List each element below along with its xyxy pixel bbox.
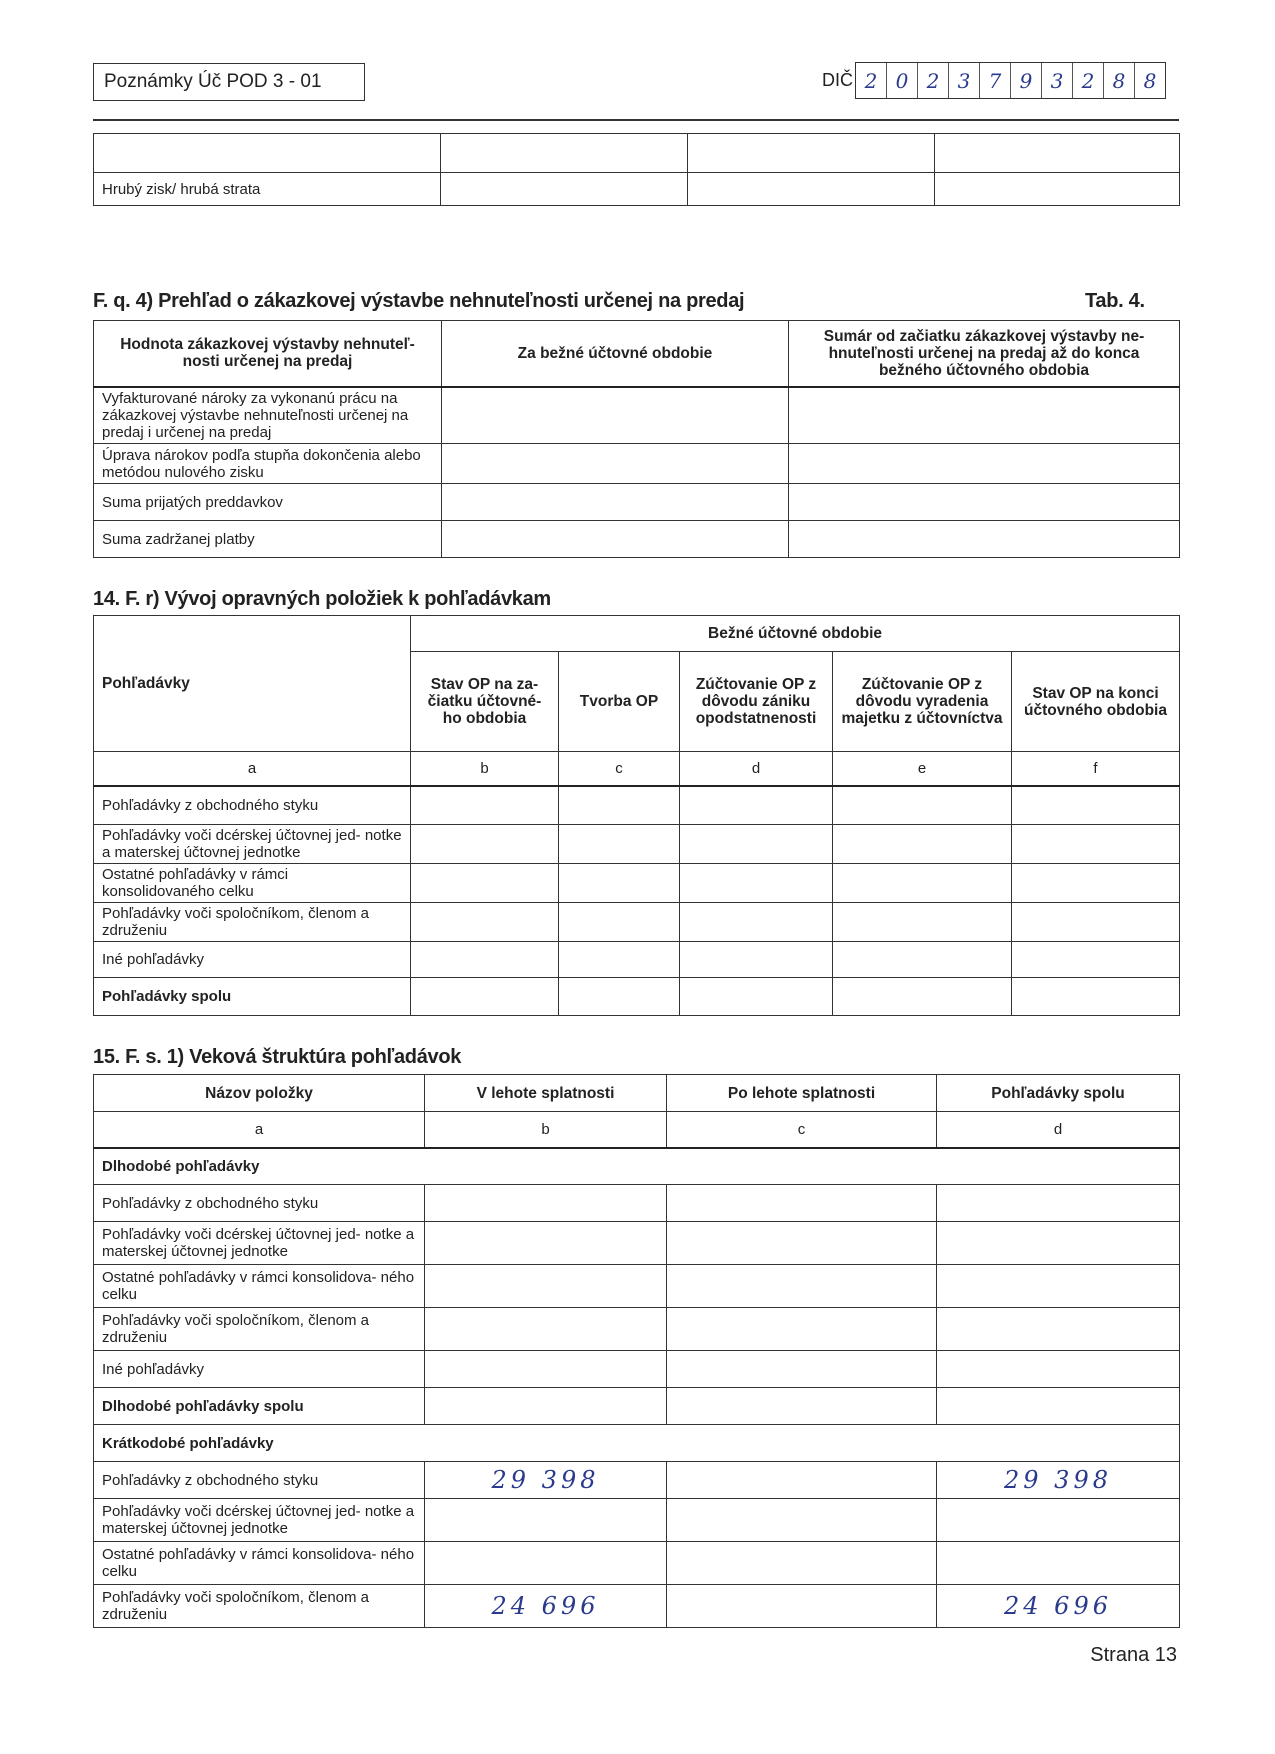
row-label: Iné pohľadávky: [94, 942, 411, 978]
column-header: Pohľadávky spolu: [937, 1075, 1180, 1112]
row-label: Pohľadávky voči spoločníkom, členom a združeniu: [94, 1308, 425, 1351]
cell[interactable]: [441, 173, 688, 206]
cell[interactable]: [559, 864, 680, 903]
cell[interactable]: [833, 786, 1012, 825]
value-cell[interactable]: [667, 1542, 937, 1585]
cell[interactable]: [425, 1308, 667, 1351]
row-label: Úprava nárokov podľa stupňa dokončenia alebo metódou nulového zisku: [94, 444, 442, 484]
column-letter: f: [1012, 752, 1180, 786]
cell[interactable]: [559, 903, 680, 942]
value-cell[interactable]: [425, 1542, 667, 1585]
row-label: Pohľadávky z obchodného styku: [94, 1185, 425, 1222]
column-header: V lehote splatnosti: [425, 1075, 667, 1112]
section-title-14fr: 14. F. r) Vývoj opravných položiek k pohľadávkam: [93, 588, 551, 610]
value-cell[interactable]: [937, 1542, 1180, 1585]
value-cell[interactable]: 24 696: [425, 1585, 667, 1628]
column-letter: d: [937, 1112, 1180, 1148]
cell[interactable]: [411, 864, 559, 903]
cell[interactable]: [680, 903, 833, 942]
cell[interactable]: [1012, 825, 1180, 864]
row-label: Pohľadávky voči dcérskej účtovnej jed- notke a materskej účtovnej jednotke: [94, 1222, 425, 1265]
row-label: Suma prijatých preddavkov: [94, 484, 442, 521]
cell[interactable]: [411, 825, 559, 864]
form-title-text: Poznámky Úč POD 3 - 01: [104, 71, 322, 92]
value-cell[interactable]: 24 696: [937, 1585, 1180, 1628]
value-cell[interactable]: 29 398: [937, 1462, 1180, 1499]
group-header: Bežné účtovné obdobie: [411, 616, 1180, 652]
cell[interactable]: [425, 1185, 667, 1222]
dic-digit[interactable]: 0: [887, 63, 918, 98]
row-label: Suma zadržanej platby: [94, 521, 442, 558]
tab-label: Tab. 4.: [1085, 290, 1145, 312]
cell[interactable]: [833, 825, 1012, 864]
cell[interactable]: [680, 942, 833, 978]
cell[interactable]: [1012, 942, 1180, 978]
fs1-table: [93, 1074, 1180, 1628]
cell[interactable]: [789, 444, 1180, 484]
row-label: Pohľadávky voči spoločníkom, členom a združeniu: [94, 1585, 425, 1628]
column-header: Stav OP na konci účtovného obdobia: [1012, 652, 1180, 752]
header-divider: [93, 119, 1179, 121]
row-label-total: Pohľadávky spolu: [94, 978, 411, 1016]
cell[interactable]: [833, 942, 1012, 978]
cell[interactable]: [1012, 864, 1180, 903]
fr-table: [93, 615, 1180, 1016]
row-label: Hrubý zisk/ hrubá strata: [94, 173, 441, 206]
value-cell[interactable]: [667, 1499, 937, 1542]
cell[interactable]: [680, 864, 833, 903]
column-letter: d: [680, 752, 833, 786]
section-title-15fs1: 15. F. s. 1) Veková štruktúra pohľadávok: [93, 1046, 462, 1068]
row-label: Pohľadávky voči dcérskej účtovnej jed- notke a materskej účtovnej jednotke: [94, 825, 411, 864]
dic-digit[interactable]: 2: [856, 63, 887, 98]
cell[interactable]: [425, 1265, 667, 1308]
dic-label: DIČ: [822, 70, 853, 90]
gross-profit-table: [93, 133, 1180, 206]
cell[interactable]: [937, 1265, 1180, 1308]
fq4-table: [93, 320, 1180, 558]
cell[interactable]: [411, 786, 559, 825]
value-cell[interactable]: [425, 1499, 667, 1542]
row-label-total: Dlhodobé pohľadávky spolu: [94, 1388, 425, 1425]
cell[interactable]: [667, 1222, 937, 1265]
cell[interactable]: [937, 1222, 1180, 1265]
cell[interactable]: [688, 134, 935, 173]
value-cell[interactable]: [667, 1585, 937, 1628]
cell[interactable]: [937, 1185, 1180, 1222]
dic-digit[interactable]: 2: [918, 63, 949, 98]
row-label: Pohľadávky z obchodného styku: [94, 786, 411, 825]
column-letter: e: [833, 752, 1012, 786]
column-header: Sumár od začiatku zákazkovej výstavby ne- hnuteľnosti určenej na predaj až do konca bežného účtovného obdobia: [789, 321, 1180, 387]
form-title: [93, 63, 365, 101]
column-letter: c: [559, 752, 680, 786]
cell[interactable]: [667, 1308, 937, 1351]
cell[interactable]: [1012, 786, 1180, 825]
cell[interactable]: [425, 1351, 667, 1388]
dic-digit[interactable]: 7: [980, 63, 1011, 98]
cell[interactable]: [833, 903, 1012, 942]
row-label: Pohľadávky z obchodného styku: [94, 1462, 425, 1499]
cell[interactable]: [667, 1265, 937, 1308]
cell[interactable]: [442, 484, 789, 521]
cell[interactable]: [935, 173, 1180, 206]
column-header: Po lehote splatnosti: [667, 1075, 937, 1112]
row-label: Ostatné pohľadávky v rámci konsolidovaného celku: [94, 864, 411, 903]
group-label: Dlhodobé pohľadávky: [94, 1148, 1180, 1185]
column-header: Za bežné účtovné obdobie: [442, 321, 789, 387]
cell[interactable]: [667, 1185, 937, 1222]
cell[interactable]: [441, 134, 688, 173]
value-cell[interactable]: 29 398: [425, 1462, 667, 1499]
cell[interactable]: [937, 1351, 1180, 1388]
page-number: Strana 13: [1090, 1644, 1177, 1666]
cell[interactable]: [680, 978, 833, 1016]
cell[interactable]: [425, 1222, 667, 1265]
group-label: Krátkodobé pohľadávky: [94, 1425, 1180, 1462]
section-title-fq4: F. q. 4) Prehľad o zákazkovej výstavbe nehnuteľnosti určenej na predaj: [93, 290, 745, 312]
cell[interactable]: [559, 786, 680, 825]
row-label: Pohľadávky voči spoločníkom, členom a združeniu: [94, 903, 411, 942]
column-letter: b: [425, 1112, 667, 1148]
dic-digit[interactable]: 3: [949, 63, 980, 98]
cell[interactable]: [680, 825, 833, 864]
cell[interactable]: [442, 387, 789, 444]
row-label: Pohľadávky voči dcérskej účtovnej jed- notke a materskej účtovnej jednotke: [94, 1499, 425, 1542]
cell[interactable]: [937, 1308, 1180, 1351]
dic-digit[interactable]: 2: [1073, 63, 1104, 98]
cell[interactable]: [1012, 903, 1180, 942]
cell[interactable]: [680, 786, 833, 825]
dic-field[interactable]: [855, 62, 1166, 99]
cell[interactable]: [789, 521, 1180, 558]
column-letter: b: [411, 752, 559, 786]
column-letter: a: [94, 1112, 425, 1148]
column-header: Tvorba OP: [559, 652, 680, 752]
dic-digit[interactable]: 8: [1143, 68, 1157, 93]
column-header: Hodnota zákazkovej výstavby nehnuteľ- nosti určenej na predaj: [94, 321, 442, 387]
value-cell[interactable]: [937, 1499, 1180, 1542]
cell[interactable]: [411, 978, 559, 1016]
value-cell[interactable]: [667, 1462, 937, 1499]
cell[interactable]: [442, 521, 789, 558]
row-label: Iné pohľadávky: [94, 1351, 425, 1388]
cell[interactable]: [559, 978, 680, 1016]
column-header: Zúčtovanie OP z dôvodu zániku opodstatnenosti: [680, 652, 833, 752]
cell[interactable]: [559, 942, 680, 978]
column-header: Pohľadávky: [94, 616, 411, 752]
cell[interactable]: [667, 1388, 937, 1425]
dic-digit[interactable]: 3: [1042, 63, 1073, 98]
cell[interactable]: [442, 444, 789, 484]
cell[interactable]: [789, 484, 1180, 521]
cell[interactable]: [411, 903, 559, 942]
row-label: Vyfakturované nároky za vykonanú prácu na zákazkovej výstavbe nehnuteľnosti určenej na predaj i určenej na predaj: [94, 387, 442, 444]
row-label: Ostatné pohľadávky v rámci konsolidova- ného celku: [94, 1265, 425, 1308]
cell[interactable]: [937, 1388, 1180, 1425]
row-label: Ostatné pohľadávky v rámci konsolidova- ného celku: [94, 1542, 425, 1585]
dic-digit[interactable]: 9: [1011, 63, 1042, 98]
column-header: Stav OP na za- čiatku účtovné- ho obdobia: [411, 652, 559, 752]
cell[interactable]: [1012, 978, 1180, 1016]
cell[interactable]: [833, 978, 1012, 1016]
cell[interactable]: [833, 864, 1012, 903]
dic-digit[interactable]: 8: [1104, 63, 1135, 98]
column-letter: a: [94, 752, 411, 786]
cell[interactable]: [789, 387, 1180, 444]
cell[interactable]: [411, 942, 559, 978]
column-letter: c: [667, 1112, 937, 1148]
cell[interactable]: [425, 1388, 667, 1425]
column-header: Názov položky: [94, 1075, 425, 1112]
cell[interactable]: [667, 1351, 937, 1388]
cell[interactable]: [935, 134, 1180, 173]
cell[interactable]: [559, 825, 680, 864]
column-header: Zúčtovanie OP z dôvodu vyradenia majetku z účtovníctva: [833, 652, 1012, 752]
cell[interactable]: [688, 173, 935, 206]
